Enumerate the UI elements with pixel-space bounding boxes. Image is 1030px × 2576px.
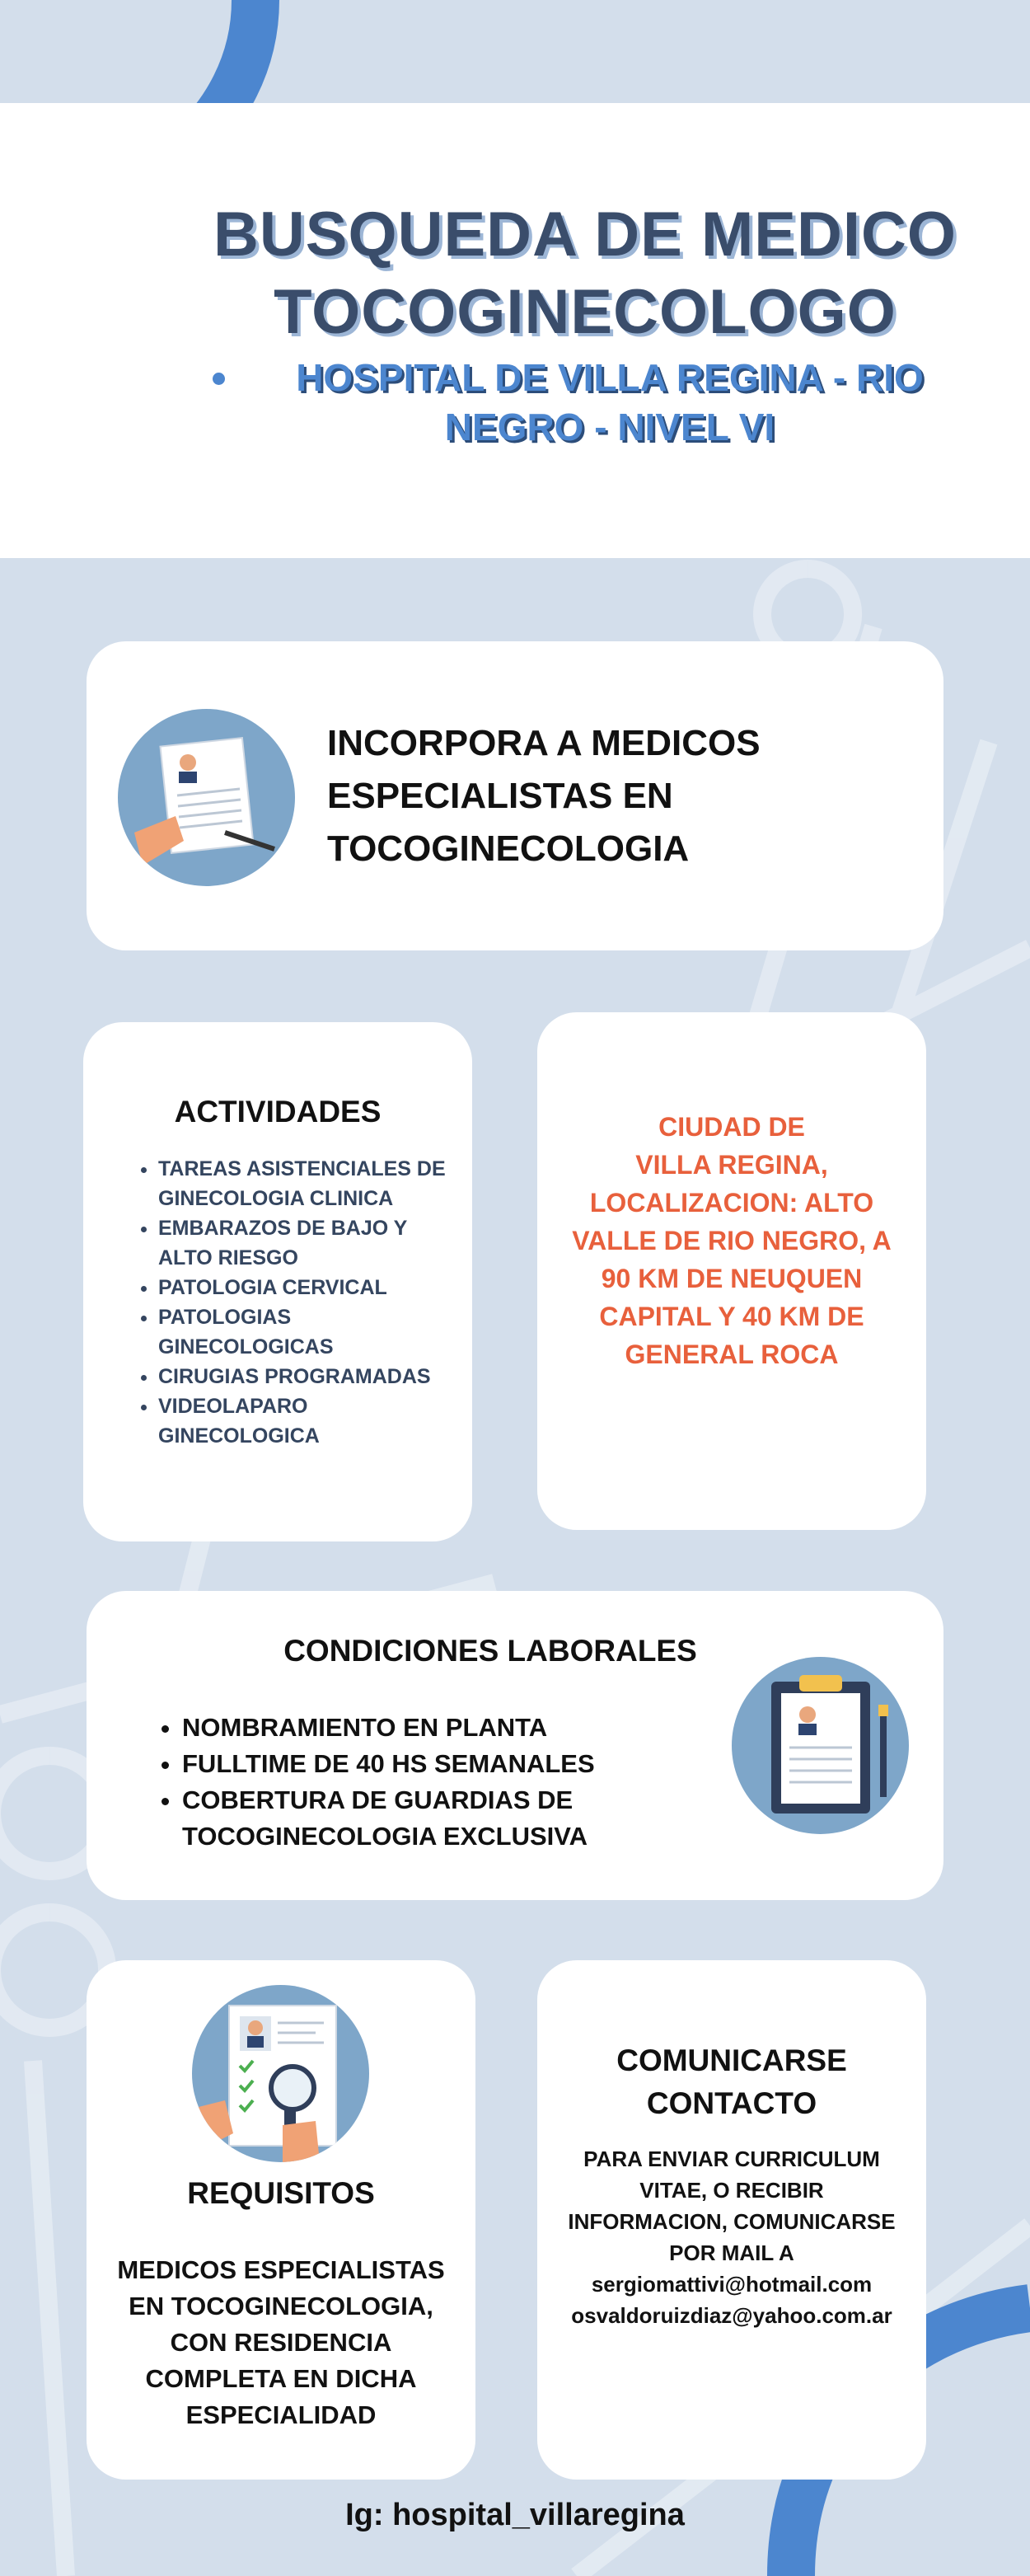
list-item <box>182 1710 779 1746</box>
list-item-line: • PATOLOGIAS <box>158 1306 292 1329</box>
instagram-handle[interactable]: Ig: hospital_villaregina <box>345 2498 685 2532</box>
ubicacion-line2: VILLA REGINA, <box>635 1150 828 1180</box>
requisitos-title: REQUISITOS <box>187 2176 375 2210</box>
list-item <box>158 1302 466 1362</box>
requisitos-line5: ESPECIALIDAD <box>185 2400 377 2429</box>
list-item-line: • EMBARAZOS DE BAJO Y <box>158 1217 408 1240</box>
magnifier-resume-icon <box>192 1985 369 2162</box>
requisitos-card <box>87 1960 475 2480</box>
contacto-card <box>537 1960 926 2480</box>
requisitos-line1: MEDICOS ESPECIALISTAS <box>117 2255 445 2284</box>
actividades-title: ACTIVIDADES <box>174 1095 382 1128</box>
list-item-line: GINECOLOGICA <box>158 1424 320 1448</box>
actividades-list <box>129 1154 466 1451</box>
list-item <box>158 1213 466 1273</box>
contacto-line4: POR MAIL A <box>669 2241 794 2265</box>
ubicacion-line7: GENERAL ROCA <box>625 1340 839 1369</box>
page-title-line2: TOCOGINECOLOGO <box>274 277 897 347</box>
list-item-line: GINECOLOGICAS <box>158 1335 334 1358</box>
list-item-line: • CIRUGIAS PROGRAMADAS <box>158 1365 431 1388</box>
subtitle-line2: NEGRO - NIVEL VI <box>444 406 775 448</box>
list-item <box>158 1273 466 1302</box>
list-item <box>158 1391 466 1451</box>
list-item <box>158 1362 466 1391</box>
list-item-line: ALTO RIESGO <box>158 1246 298 1269</box>
ubicacion-line5: 90 KM DE NEUQUEN <box>601 1264 863 1293</box>
intro-line1: INCORPORA A MEDICOS <box>327 723 761 763</box>
intro-line3: TOCOGINECOLOGIA <box>327 828 690 869</box>
contacto-title-line1: COMUNICARSE <box>616 2043 847 2077</box>
list-item <box>158 1154 466 1213</box>
list-item-line: • NOMBRAMIENTO EN PLANTA <box>182 1713 548 1742</box>
ubicacion-line3: LOCALIZACION: ALTO <box>589 1188 874 1218</box>
list-item <box>182 1782 779 1855</box>
clipboard-doctor-icon <box>732 1657 909 1834</box>
condiciones-card <box>87 1591 943 1900</box>
subtitle-bullet <box>213 373 225 385</box>
list-item-line: • TAREAS ASISTENCIALES DE <box>158 1157 446 1180</box>
contacto-email2[interactable]: osvaldoruizdiaz@yahoo.com.ar <box>571 2303 892 2328</box>
ubicacion-line6: CAPITAL Y 40 KM DE <box>599 1302 864 1331</box>
list-item <box>182 1746 779 1782</box>
contacto-line1: PARA ENVIAR CURRICULUM <box>583 2147 880 2171</box>
ubicacion-city: VILLA REGINA <box>635 1150 821 1180</box>
list-item-line: TOCOGINECOLOGIA EXCLUSIVA <box>182 1822 588 1851</box>
contacto-title-line2: CONTACTO <box>646 2086 817 2120</box>
requisitos-line4: COMPLETA EN DICHA <box>145 2364 417 2393</box>
condiciones-title: CONDICIONES LABORALES <box>283 1634 697 1668</box>
subtitle-line1: HOSPITAL DE VILLA REGINA - RIO <box>296 356 924 399</box>
list-item-line: • PATOLOGIA CERVICAL <box>158 1276 387 1299</box>
ubicacion-card <box>537 1012 926 1530</box>
list-item-line: • COBERTURA DE GUARDIAS DE <box>182 1785 574 1814</box>
page-title-line1: BUSQUEDA DE MEDICO <box>213 199 957 270</box>
condiciones-list <box>152 1710 779 1855</box>
list-item-line: • FULLTIME DE 40 HS SEMANALES <box>182 1749 595 1778</box>
requisitos-line3: CON RESIDENCIA <box>170 2328 392 2357</box>
intro-line2: ESPECIALISTAS EN <box>327 776 673 816</box>
list-item-line: • VIDEOLAPARO <box>158 1395 308 1418</box>
requisitos-line2: EN TOCOGINECOLOGIA, <box>129 2292 433 2320</box>
contacto-line3: INFORMACION, COMUNICARSE <box>568 2209 896 2234</box>
list-item-line: GINECOLOGIA CLINICA <box>158 1187 394 1210</box>
ubicacion-line1: CIUDAD DE <box>658 1112 805 1142</box>
ubicacion-line4: VALLE DE RIO NEGRO, A <box>572 1226 892 1255</box>
resume-hand-icon <box>118 709 295 886</box>
intro-card <box>87 641 943 950</box>
contacto-email1[interactable]: sergiomattivi@hotmail.com <box>591 2272 873 2297</box>
actividades-card <box>83 1022 472 1541</box>
contacto-line2: VITAE, O RECIBIR <box>639 2178 824 2203</box>
